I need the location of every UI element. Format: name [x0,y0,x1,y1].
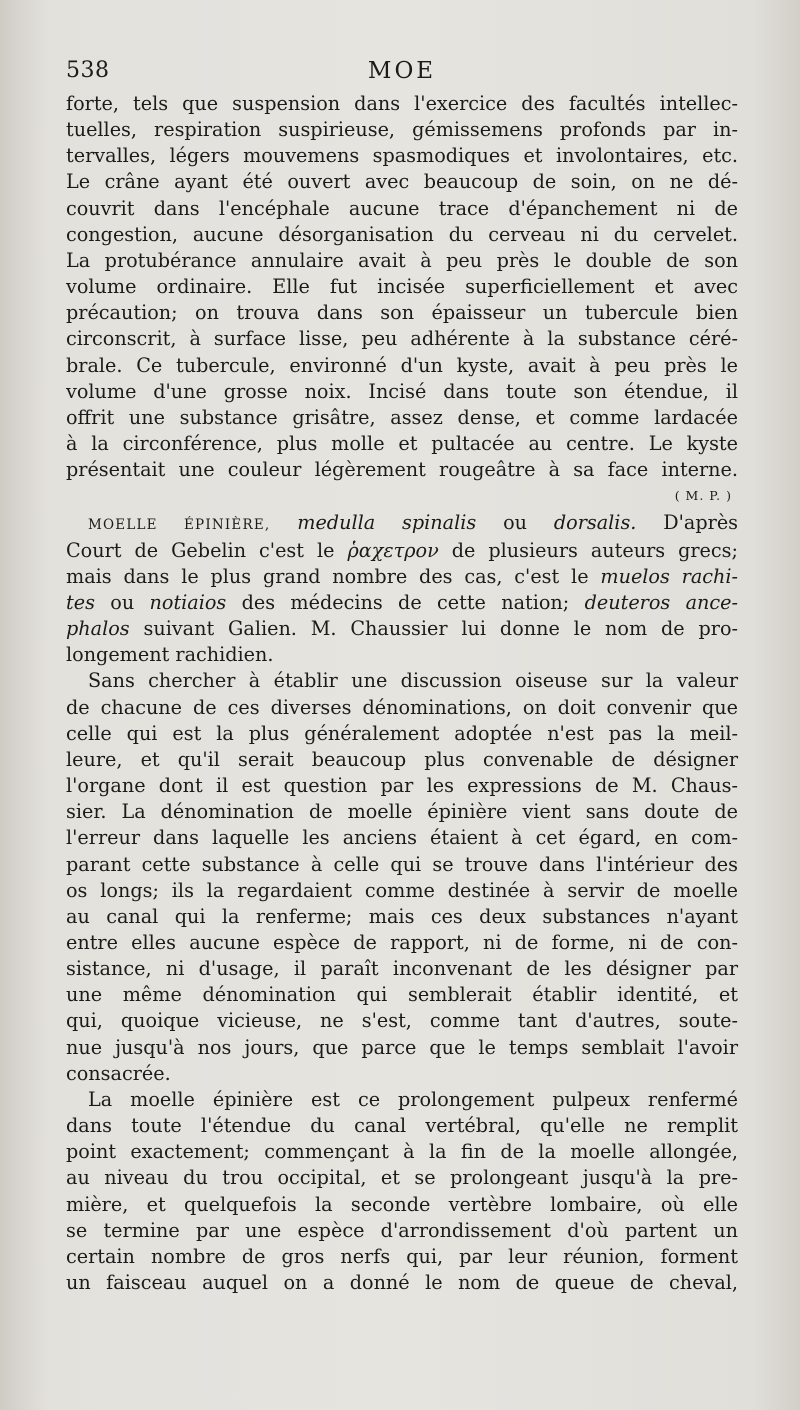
text-line [66,616,738,642]
page-number: 538 [66,58,110,83]
text-line: leure, et qu'il serait beaucoup plus convenable de désigner [66,747,738,771]
text-line: à la circonférence, plus molle et pultacée au centre. Le kyste [66,432,738,456]
text-line: forte, tels que suspension dans l'exercice des facultés intellec- [66,92,738,115]
text-line: un faisceau auquel on a donné le nom de queue de cheval, [66,1271,738,1295]
text-line: Le crâne ayant été ouvert avec beaucoup de soin, on ne dé- [66,170,738,194]
text-line: consacrée. [66,1061,171,1085]
text-line: La protubérance annulaire avait à peu près le double de son [66,248,738,272]
body-text [66,91,738,1296]
text-line [66,590,738,616]
text-fragment: mais dans le plus grand nombre des cas, c'est le [66,564,589,588]
text-fragment: suivant Galien. M. Chaussier lui donne le nom de pro- [143,617,738,641]
text-line: de chacune de ces diverses dénominations, on doit convenir que [66,695,738,719]
text-fragment: D'après [663,510,739,534]
text-line: os longs; ils la regardaient comme destinée à servir de moelle [66,878,738,902]
text-line: nue jusqu'à nos jours, que parce que le temps semblait l'avoir [66,1035,738,1059]
text-line: tuelles, respiration suspirieuse, gémissemens profonds par in- [66,118,738,142]
text-fragment: ou [110,590,135,614]
text-line: congestion, aucune désorganisation du cerveau ni du cervelet. [66,222,738,246]
text-line: mière, et quelquefois la seconde vertèbre lombaire, où elle [66,1192,738,1216]
text-line: au canal qui la renferme; mais ces deux substances n'ayant [66,904,738,928]
greek-term: ῥαχετρον [347,538,439,562]
text-line: tervalles, légers mouvemens spasmodiques et involontaires, etc. [66,144,738,168]
text-line: précaution; on trouva dans son épaisseur un tubercule bien [66,301,738,325]
greek-term-transliterated: phalos [66,617,130,641]
page-header [66,58,738,92]
text-line: sistance, ni d'usage, il paraît inconvenant de les désigner par [66,957,738,981]
text-line: volume d'une grosse noix. Incisé dans toute son étendue, il [66,379,738,403]
text-line: parant cette substance à celle qui se trouve dans l'intérieur des [66,852,738,876]
text-line: La moelle épinière est ce prolongement pulpeux renfermé [88,1087,738,1111]
text-line: au niveau du trou occipital, et se prolongeant jusqu'à la pre- [66,1166,738,1190]
latin-term: medulla spinalis [297,510,477,534]
greek-term-transliterated: muelos rachi- [600,564,738,588]
running-head: MOE [367,58,437,84]
text-line: circonscrit, à surface lisse, peu adhérente à la substance céré- [66,327,738,351]
text-line [66,538,738,564]
text-line: présentait une couleur légèrement rougeâtre à sa face interne. [66,458,738,482]
greek-term-transliterated: notiaios [149,590,227,614]
text-line: volume ordinaire. Elle fut incisée superficiellement et avec [66,275,738,299]
text-fragment: des médecins de cette nation; [241,590,570,614]
text-line: Sans chercher à établir une discussion oiseuse sur la valeur [88,669,738,693]
entry-line [66,510,738,538]
text-line [66,564,738,590]
text-line: longement rachidien. [66,643,274,667]
text-line: entre elles aucune espèce de rapport, ni de forme, ni de con- [66,931,738,954]
greek-term-transliterated: tes [66,590,95,614]
author-signature: ( M. P. ) [674,488,732,504]
text-line: celle qui est la plus généralement adoptée n'est pas la meil- [66,721,738,745]
text-line: brale. Ce tubercule, environné d'un kyste, avait à peu près le [66,353,738,377]
greek-term-transliterated: deuteros ance- [584,590,738,614]
text-line: l'organe dont il est question par les expressions de M. Chaus- [66,774,738,798]
text-line: sier. La dénomination de moelle épinière vient sans doute de [66,800,738,824]
text-line: l'erreur dans laquelle les anciens étaient à cet égard, en com- [66,826,738,850]
entry-heading: MOELLE ÉPINIÈRE, [88,516,271,533]
text-line: qui, quoique vicieuse, ne s'est, comme tant d'autres, soute- [66,1009,738,1033]
text-line: certain nombre de gros nerfs qui, par leur réunion, forment [66,1244,738,1268]
text-fragment: ou [503,510,527,534]
latin-term: dorsalis. [553,510,637,534]
text-line: se termine par une espèce d'arrondissement d'où partent un [66,1218,738,1242]
text-line: point exactement; commençant à la fin de la moelle allongée, [66,1140,738,1164]
text-fragment: Court de Gebelin c'est le [66,538,335,562]
text-fragment: de plusieurs auteurs grecs; [451,538,738,562]
text-line: dans toute l'étendue du canal vertébral, qu'elle ne remplit [66,1114,738,1138]
text-line: une même dénomination qui semblerait établir identité, et [66,983,738,1007]
text-line: offrit une substance grisâtre, assez dense, et comme lardacée [66,405,738,429]
text-line: couvrit dans l'encéphale aucune trace d'épanchement ni de [66,196,738,220]
